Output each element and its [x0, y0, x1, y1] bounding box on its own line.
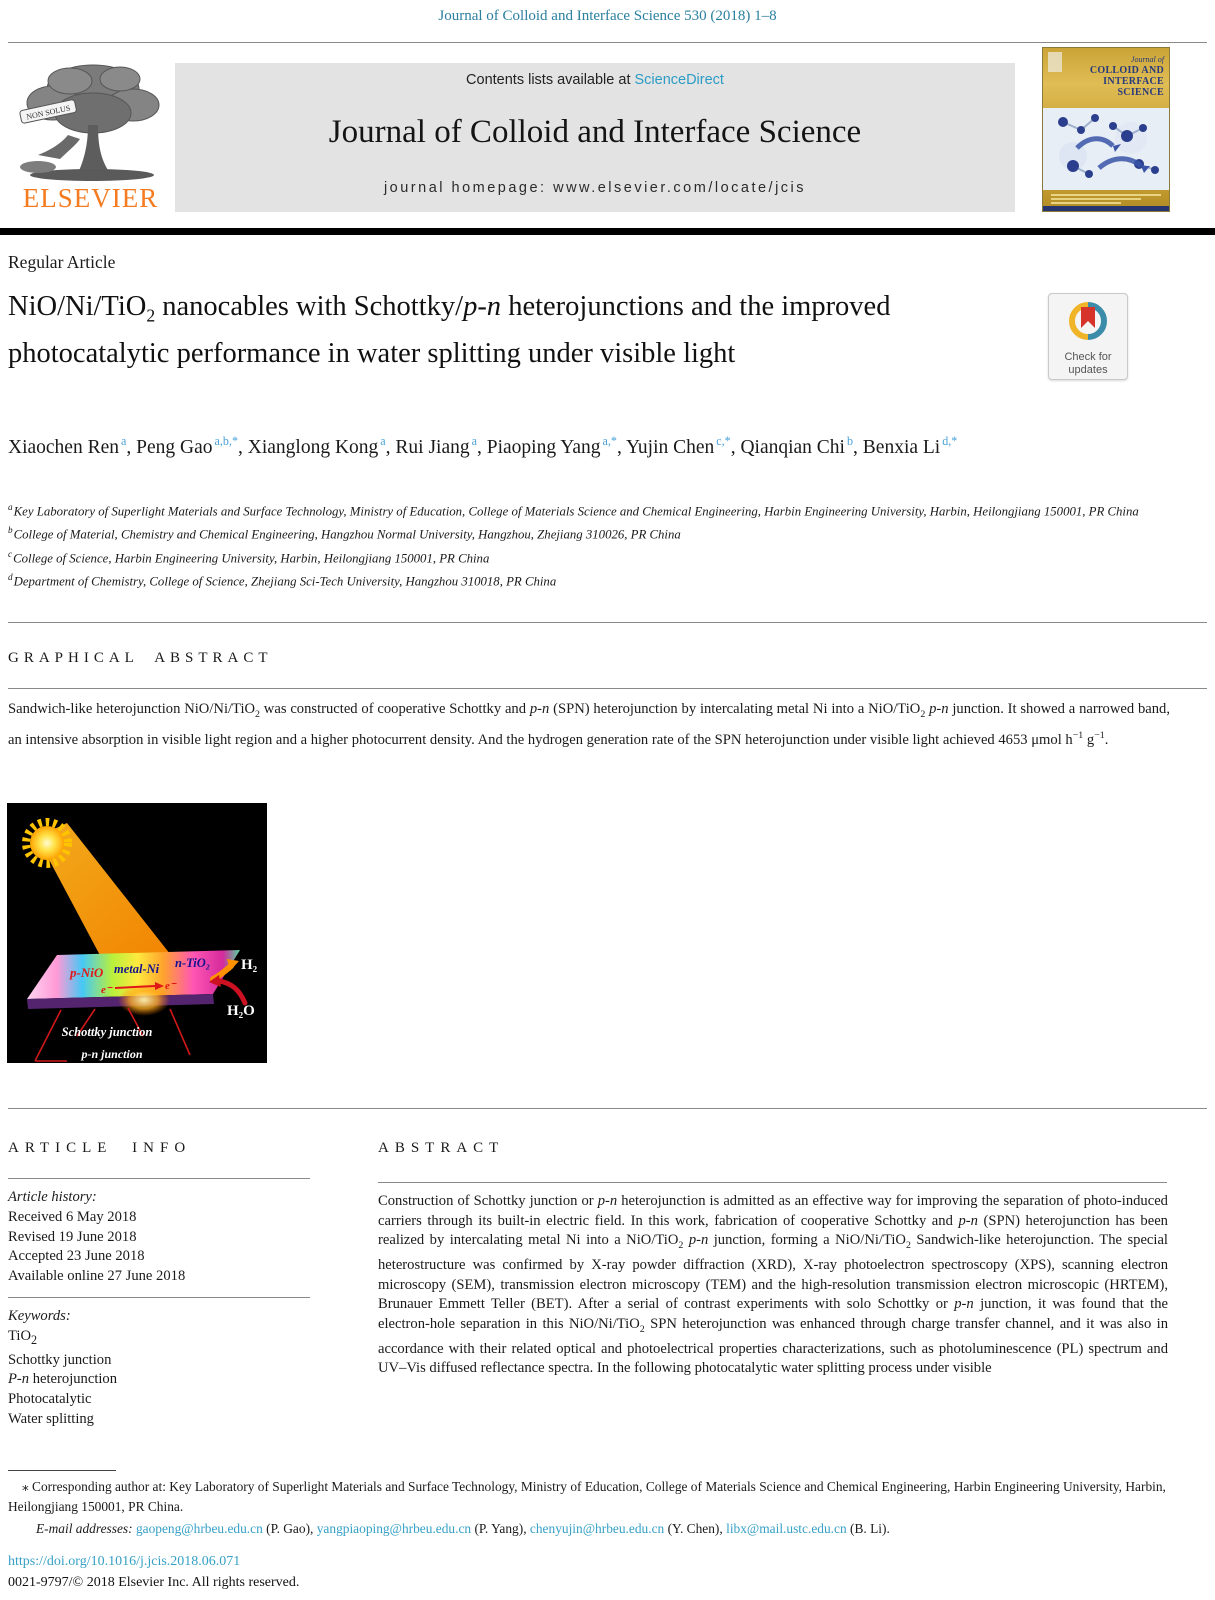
affiliation: $^a$Key Laboratory of Superlight Materials and Surface Technology, Ministry of Education, College of Materials Science and Chemical Engineering, Harbin Engineering University, Harbin, Heilongjiang 150001, PR China [8, 502, 1139, 519]
author: Peng Gao $^{a,b,*}$, [136, 434, 248, 458]
graphical-abstract-heading: GRAPHICAL ABSTRACT [8, 650, 273, 666]
abstract-text: Construction of Schottky junction or p-n heterojunction is admitted as an effective way for improving the separation of photo-induced carriers through its built-in electric field. In this work, fabrication of cooperative Schottky and p-n (SPN) heterojunction has been realized by intercalating metal Ni into a NiO/TiO$_2$ p-n junction, forming a NiO/Ni/TiO$_2$ Sandwich-like heterojunction. The special heterostructure was confirmed by X-ray powder diffraction (XRD), X-ray photoelectron spectroscopy (XPS), scanning electron microscopy (SEM), transmission electron microscopy (TEM) and the high-resolution transmission electron microscopic (HRTEM), Brunauer Emmett Teller (BET). After a serial of contrast experiments with solo Schottky or p-n junction, it was found that the electron-hole separation in this NiO/Ni/TiO$_2$ SPN heterojunction was enhanced through charge transfer channel, and it was also in accordance with their related optical and photoelectrical properties characterizations, such as photoluminescence (PL) spectrum and UV–Vis diffused reflectance spectra. In the following photocatalytic water splitting process under visible [378, 1193, 1168, 1377]
keywords [8, 1307, 310, 1430]
email-link[interactable]: chenyujin@hrbeu.edu.cn [529, 1521, 665, 1536]
figure-label-h2: H₂ [241, 957, 258, 973]
divider [8, 622, 1207, 623]
cover-title: Journal of COLLOID AND INTERFACE SCIENCE [1089, 55, 1164, 98]
journal-citation: Journal of Colloid and Interface Science 530 (2018) 1–8 [438, 8, 777, 24]
figure-label-schottky: Schottky junction [61, 1025, 153, 1039]
history-item: Accepted 23 June 2018 [8, 1248, 145, 1265]
footnote-star: ⁎ [22, 1479, 29, 1494]
cover-molecule-art [1043, 108, 1169, 190]
divider [8, 1108, 1207, 1109]
article-history [8, 1188, 310, 1287]
keyword: TiO$_2$ [8, 1327, 38, 1347]
history-item: Received 6 May 2018 [8, 1208, 137, 1225]
figure-label-pn-junction: p-n junction [81, 1047, 143, 1061]
article-title: NiO/Ni/TiO$_2$ nanocables with Schottky/p-n heterojunctions and the improved photocatalytic performance in water splitting under visible light [8, 291, 891, 369]
graphical-abstract-figure [7, 803, 267, 1063]
affiliations [8, 498, 1207, 591]
sciencedirect-link[interactable]: ScienceDirect [634, 72, 724, 88]
author: Benxia Li $^{d,*}$ [862, 434, 958, 458]
elsevier-wordmark: ELSEVIER [22, 183, 159, 213]
check-badge-label: Check for updates [1064, 351, 1112, 376]
affiliation: $^d$Department of Chemistry, College of Science, Zhejiang Sci-Tech University, Hangzhou 310018, PR China [8, 571, 557, 589]
article-info-heading: ARTICLE INFO [8, 1140, 192, 1156]
copyright-line: 0021-9797/© 2018 Elsevier Inc. All rights reserved. [8, 1575, 300, 1590]
figure-label-p-nio: p-NiO [70, 965, 104, 980]
author: Piaoping Yang $^{a,*}$, [486, 434, 626, 458]
article-type-label: Regular Article [8, 252, 116, 272]
email-addresses: E-mail addresses: gaopeng@hrbeu.edu.cn (P. Gao), yangpiaoping@hrbeu.edu.cn (P. Yang), chenyujin@hrbeu.edu.cn (Y. Chen), libx@mail.ustc.edu.cn (B. Li). [36, 1521, 890, 1536]
doi-link[interactable]: https://doi.org/10.1016/j.jcis.2018.06.071 [8, 1554, 241, 1569]
author: Xianglong Kong $^a$, [247, 434, 396, 458]
elsevier-logo [8, 55, 173, 212]
keywords-label: Keywords: [8, 1308, 71, 1324]
masthead-journal-title: Journal of Colloid and Interface Science [328, 114, 862, 150]
figure-label-metal-ni: metal-Ni [114, 962, 160, 976]
history-label: Article history: [8, 1189, 97, 1205]
author-affil-sup: a [380, 434, 386, 448]
top-divider [8, 42, 1207, 43]
divider [8, 1297, 310, 1298]
figure-label-electron: e⁻ [101, 984, 112, 996]
check-updates-icon [1066, 298, 1110, 344]
graphical-abstract-text: Sandwich-like heterojunction NiO/Ni/TiO$_2$ was constructed of cooperative Schottky and p-n (SPN) heterojunction by intercalating metal Ni into a NiO/TiO$_2$ p-n junction. It showed a narrowed band, an intensive absorption in visible light region and a higher photocurrent density. And the hydrogen generation rate of the SPN heterojunction under visible light achieved 4653 μmol $h^{-1}$ $g^{-1}$. [8, 701, 1170, 749]
author: Qianqian Chi $^b$, [740, 434, 863, 458]
keyword: Photocatalytic [8, 1391, 92, 1408]
author-affil-sup: a [471, 434, 477, 448]
email-link[interactable]: yangpiaoping@hrbeu.edu.cn [316, 1521, 472, 1536]
keyword: Water splitting [8, 1410, 94, 1427]
divider [378, 1182, 1167, 1183]
history-item: Revised 19 June 2018 [8, 1228, 137, 1245]
history-item: Available online 27 June 2018 [8, 1268, 186, 1285]
email-label: E-mail addresses: [36, 1521, 133, 1536]
cover-navy-strip [1043, 206, 1169, 211]
abstract-heading: ABSTRACT [378, 1140, 505, 1156]
masthead [8, 55, 1207, 212]
masthead-black-rule [0, 228, 1215, 235]
keyword: P-n heterojunction [8, 1371, 118, 1388]
author-affil-sup: a,* [602, 434, 617, 448]
author-affil-sup: a [121, 434, 127, 448]
author-affil-sup: c,* [716, 434, 731, 448]
email-link[interactable]: gaopeng@hrbeu.edu.cn [135, 1521, 263, 1536]
author: Rui Jiang $^a$, [395, 434, 487, 458]
figure-label-n-tio2: n-TiO₂ [175, 956, 211, 970]
non-solus-ribbon: NON SOLUS [25, 103, 72, 122]
author-list [8, 426, 1198, 463]
author-affil-sup: d,* [942, 434, 958, 448]
affiliation: $^b$College of Material, Chemistry and Chemical Engineering, Hangzhou Normal University, Hangzhou, Zhejiang 310026, PR China [8, 525, 681, 542]
author: Xiaochen Ren $^a$, [8, 434, 137, 458]
corresponding-author-note: ⁎ Corresponding author at: Key Laboratory of Superlight Materials and Surface Technology, Ministry of Education, College of Materials Science and Chemical Engineering, Harbin Engineering University, Harbin, Heilongjiang 150001, PR China. [8, 1479, 1166, 1514]
figure-label-electron: e⁻ [165, 980, 176, 992]
email-link[interactable]: libx@mail.ustc.edu.cn [726, 1521, 847, 1536]
author-affil-sup: a,b,* [214, 434, 238, 448]
keyword: Schottky junction [8, 1351, 112, 1368]
contents-line: Contents lists available at ScienceDirect [466, 72, 724, 88]
cover-mini-logo [1048, 52, 1062, 72]
figure-label-h2o: H₂O [227, 1003, 255, 1019]
journal-homepage-link[interactable]: journal homepage: www.elsevier.com/locate/jcis [383, 180, 807, 196]
author-affil-sup: b [846, 434, 854, 448]
divider [8, 688, 1207, 689]
footnote-divider [8, 1470, 116, 1471]
divider [8, 1178, 310, 1179]
author: Yujin Chen $^{c,*}$, [625, 434, 741, 458]
masthead-banner [175, 63, 1015, 212]
journal-cover-thumbnail[interactable] [1042, 47, 1170, 212]
check-for-updates-badge[interactable] [1048, 293, 1128, 380]
affiliation: $^c$College of Science, Harbin Engineering University, Harbin, Heilongjiang 150001, PR China [8, 548, 490, 565]
elsevier-tree-icon [8, 55, 173, 185]
